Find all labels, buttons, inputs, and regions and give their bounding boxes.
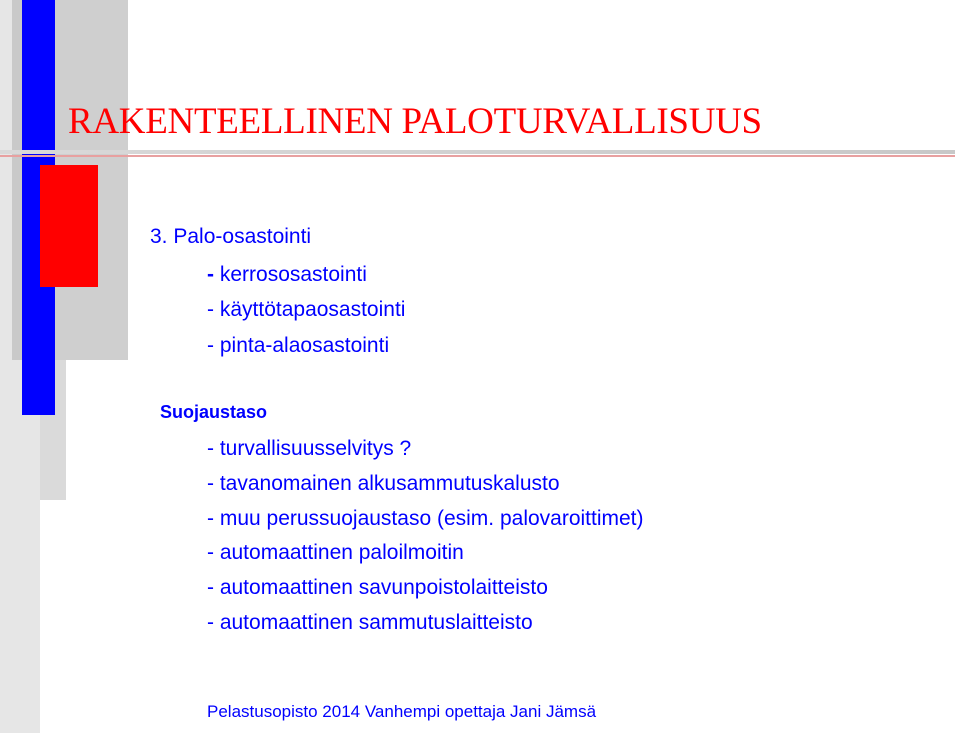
protection-item: - tavanomainen alkusammutuskalusto — [207, 472, 560, 495]
decor-red-bar — [40, 165, 98, 287]
protection-item: - muu perussuojaustaso (esim. palovaroittimet) — [207, 507, 644, 530]
slide-title: RAKENTEELLINEN PALOTURVALLISUUS — [68, 101, 762, 142]
protection-item: - automaattinen sammutuslaitteisto — [207, 611, 533, 634]
section-title: Palo-osastointi — [173, 225, 312, 248]
section-item-text: käyttötapaosastointi — [219, 298, 406, 321]
section-item-bullet: - — [207, 263, 214, 286]
section-item-bullet: - — [207, 298, 214, 321]
protection-item: - automaattinen savunpoistolaitteisto — [207, 576, 548, 599]
section-number: 3. — [150, 225, 168, 248]
section-item-text: kerrososastointi — [219, 263, 367, 286]
section-item — [207, 263, 367, 287]
section-heading — [150, 225, 311, 249]
slide-footer: Pelastusopisto 2014 Vanhempi opettaja Jani Jämsä — [207, 702, 597, 721]
section-item-text: pinta-alaosastointi — [219, 334, 390, 357]
section-item — [207, 298, 405, 322]
subheading-suojaustaso: Suojaustaso — [160, 402, 268, 422]
section-item-bullet: - — [207, 334, 214, 357]
title-divider-red — [0, 155, 955, 157]
title-divider-gray — [0, 150, 955, 154]
protection-item: - turvallisuusselvitys ? — [207, 437, 412, 460]
protection-item: - automaattinen paloilmoitin — [207, 541, 464, 564]
section-item — [207, 334, 389, 358]
